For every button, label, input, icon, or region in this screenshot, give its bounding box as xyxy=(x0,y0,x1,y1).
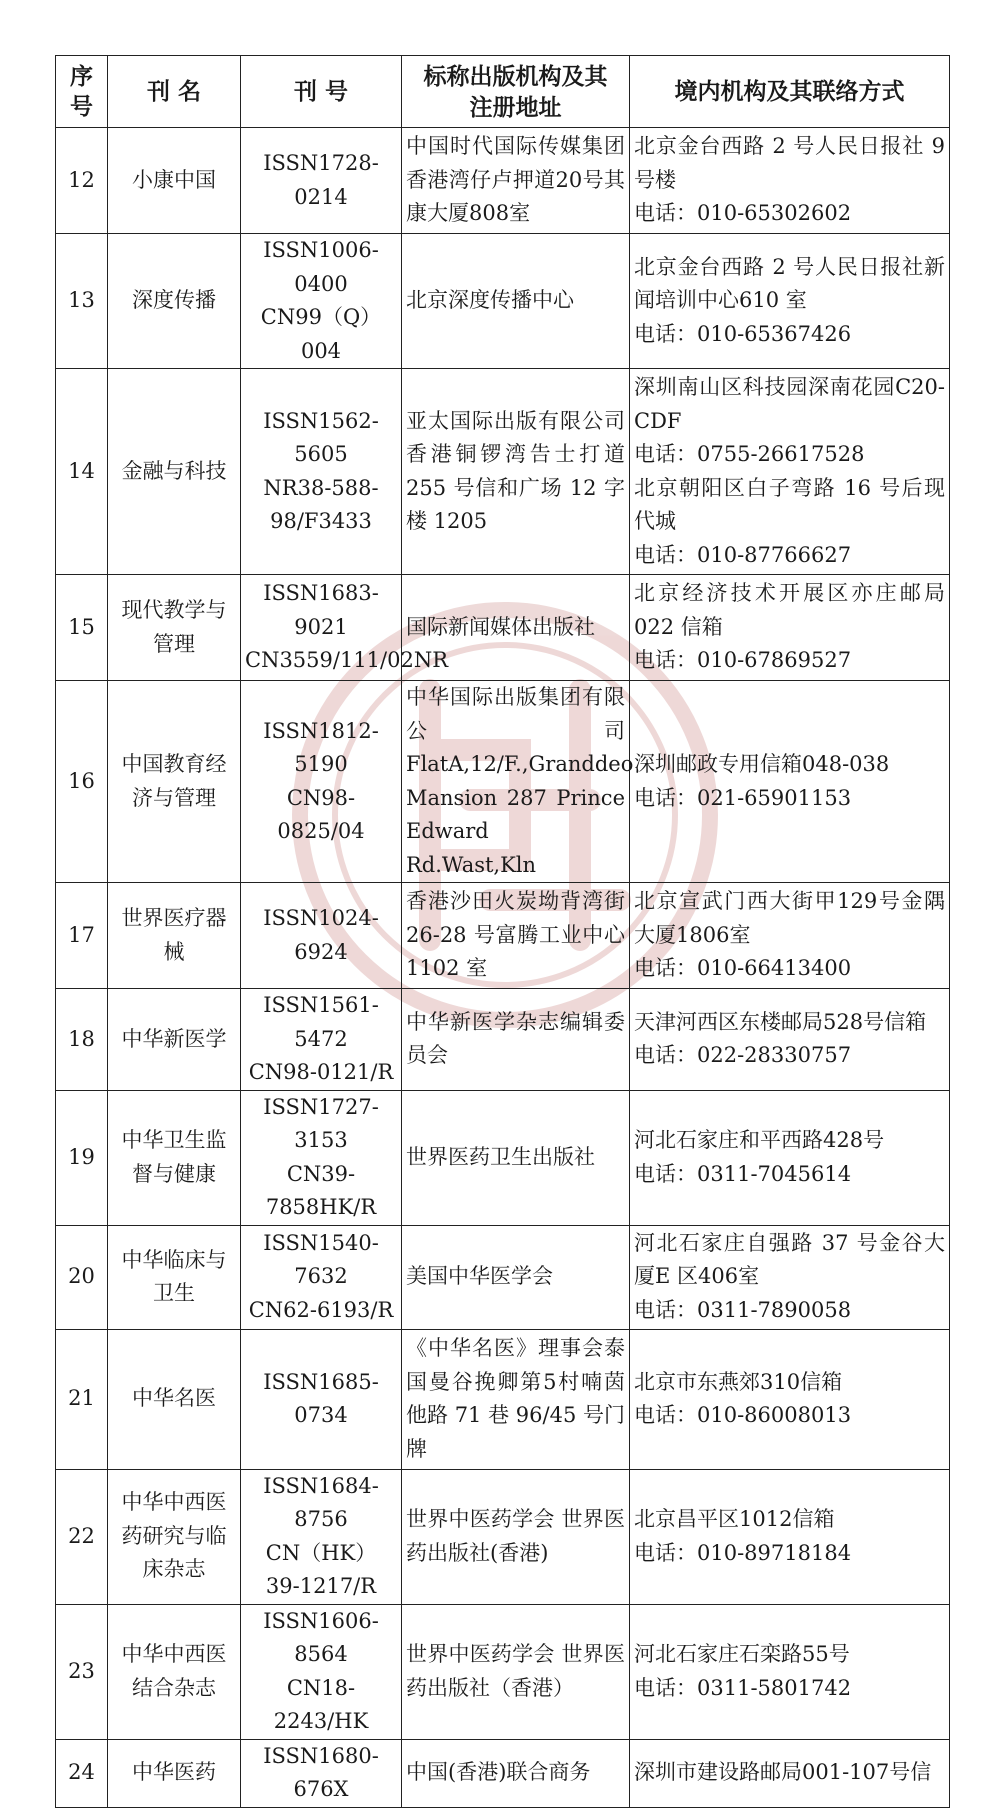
header-publisher: 标称出版机构及其 注册地址 xyxy=(402,56,630,128)
cell-publisher: 国际新闻媒体出版社 xyxy=(402,575,630,681)
cell-contact: 北京金台西路 2 号人民日报社 9号楼 电话：010-65302602 xyxy=(630,128,950,234)
cell-issn: ISSN1728-0214 xyxy=(241,128,402,234)
table-row xyxy=(56,1469,950,1604)
cell-issn: ISSN1680-676X xyxy=(241,1739,402,1807)
cell-contact: 深圳市建设路邮局001-107号信 xyxy=(630,1739,950,1807)
cell-publisher: 世界中医药学会 世界医药出版社（香港） xyxy=(402,1604,630,1739)
cell-issn: ISSN1540-7632 CN62-6193/R xyxy=(241,1225,402,1329)
cell-issn: ISSN1024-6924 xyxy=(241,883,402,989)
cell-contact: 北京宣武门西大街甲129号金隅大厦1806室 电话：010-66413400 xyxy=(630,883,950,989)
header-journal-name: 刊 名 xyxy=(108,56,241,128)
cell-serial: 22 xyxy=(56,1469,108,1604)
cell-contact: 北京金台西路 2 号人民日报社新闻培训中心610 室 电话：010-65367426 xyxy=(630,234,950,369)
cell-journal-name: 现代教学与管理 xyxy=(108,575,241,681)
cell-serial: 17 xyxy=(56,883,108,989)
cell-contact: 河北石家庄自强路 37 号金谷大厦E 区406室 电话：0311-7890058 xyxy=(630,1225,950,1329)
cell-serial: 18 xyxy=(56,989,108,1091)
cell-issn: ISSN1727-3153 CN39-7858HK/R xyxy=(241,1090,402,1225)
cell-publisher: 中国时代国际传媒集团 香港湾仔卢押道20号其康大厦808室 xyxy=(402,128,630,234)
cell-serial: 12 xyxy=(56,128,108,234)
cell-serial: 13 xyxy=(56,234,108,369)
table-row xyxy=(56,1225,950,1329)
cell-journal-name: 中华新医学 xyxy=(108,989,241,1091)
table-row xyxy=(56,1090,950,1225)
cell-journal-name: 中国教育经济与管理 xyxy=(108,681,241,883)
table-row xyxy=(56,681,950,883)
table-row xyxy=(56,1739,950,1807)
cell-serial: 19 xyxy=(56,1090,108,1225)
table-row xyxy=(56,128,950,234)
cell-issn: ISSN1685-0734 xyxy=(241,1329,402,1469)
cell-publisher: 香港沙田火炭坳背湾街 26-28 号富腾工业中心 1102 室 xyxy=(402,883,630,989)
cell-journal-name: 中华中西医药研究与临床杂志 xyxy=(108,1469,241,1604)
header-contact: 境内机构及其联络方式 xyxy=(630,56,950,128)
table-row xyxy=(56,234,950,369)
journal-table-container xyxy=(55,55,949,1808)
cell-contact: 深圳邮政专用信箱048-038 电话：021-65901153 xyxy=(630,681,950,883)
cell-journal-name: 中华中西医结合杂志 xyxy=(108,1604,241,1739)
cell-contact: 北京昌平区1012信箱 电话：010-89718184 xyxy=(630,1469,950,1604)
cell-publisher: 中华国际出版集团有限公司 FlatA,12/F.,Granddeo Mansion 287 Prince Edward Rd.Wast,Kln xyxy=(402,681,630,883)
table-header-row xyxy=(56,56,950,128)
cell-journal-name: 小康中国 xyxy=(108,128,241,234)
cell-publisher: 世界中医药学会 世界医药出版社(香港) xyxy=(402,1469,630,1604)
cell-journal-name: 中华卫生监督与健康 xyxy=(108,1090,241,1225)
cell-publisher: 亚太国际出版有限公司香港铜锣湾告士打道 255 号信和广场 12 字楼 1205 xyxy=(402,369,630,575)
cell-publisher: 北京深度传播中心 xyxy=(402,234,630,369)
cell-publisher: 《中华名医》理事会泰国曼谷挽卿第5村喃茵他路 71 巷 96/45 号门牌 xyxy=(402,1329,630,1469)
cell-serial: 20 xyxy=(56,1225,108,1329)
table-row xyxy=(56,1604,950,1739)
header-serial: 序 号 xyxy=(56,56,108,128)
cell-contact: 北京市东燕郊310信箱 电话：010-86008013 xyxy=(630,1329,950,1469)
table-row xyxy=(56,369,950,575)
cell-publisher: 世界医药卫生出版社 xyxy=(402,1090,630,1225)
cell-journal-name: 中华名医 xyxy=(108,1329,241,1469)
cell-contact: 河北石家庄和平西路428号 电话：0311-7045614 xyxy=(630,1090,950,1225)
cell-publisher: 美国中华医学会 xyxy=(402,1225,630,1329)
cell-issn: ISSN1683-9021 CN3559/111/02NR xyxy=(241,575,402,681)
cell-issn: ISSN1606-8564 CN18-2243/HK xyxy=(241,1604,402,1739)
cell-contact: 深圳南山区科技园深南花园C20-CDF 电话：0755-26617528 北京朝阳区白子弯路 16 号后现代城 电话：010-87766627 xyxy=(630,369,950,575)
cell-publisher: 中华新医学杂志编辑委员会 xyxy=(402,989,630,1091)
cell-journal-name: 金融与科技 xyxy=(108,369,241,575)
cell-issn: ISSN1562-5605 NR38-588-98/F3433 xyxy=(241,369,402,575)
cell-contact: 北京经济技术开展区亦庄邮局022 信箱 电话：010-67869527 xyxy=(630,575,950,681)
cell-journal-name: 世界医疗器械 xyxy=(108,883,241,989)
table-row xyxy=(56,989,950,1091)
cell-publisher: 中国(香港)联合商务 xyxy=(402,1739,630,1807)
cell-journal-name: 中华临床与卫生 xyxy=(108,1225,241,1329)
cell-serial: 21 xyxy=(56,1329,108,1469)
cell-journal-name: 中华医药 xyxy=(108,1739,241,1807)
cell-issn: ISSN1561-5472 CN98-0121/R xyxy=(241,989,402,1091)
cell-issn: ISSN1684-8756 CN（HK） 39-1217/R xyxy=(241,1469,402,1604)
table-row xyxy=(56,883,950,989)
cell-serial: 23 xyxy=(56,1604,108,1739)
table-row xyxy=(56,575,950,681)
cell-contact: 河北石家庄石栾路55号 电话：0311-5801742 xyxy=(630,1604,950,1739)
cell-issn: ISSN1812-5190 CN98-0825/04 xyxy=(241,681,402,883)
cell-issn: ISSN1006-0400 CN99（Q）004 xyxy=(241,234,402,369)
cell-journal-name: 深度传播 xyxy=(108,234,241,369)
cell-serial: 14 xyxy=(56,369,108,575)
cell-serial: 16 xyxy=(56,681,108,883)
cell-contact: 天津河西区东楼邮局528号信箱 电话：022-28330757 xyxy=(630,989,950,1091)
cell-serial: 24 xyxy=(56,1739,108,1807)
cell-serial: 15 xyxy=(56,575,108,681)
journal-table xyxy=(55,55,950,1808)
table-row xyxy=(56,1329,950,1469)
header-issn: 刊 号 xyxy=(241,56,402,128)
